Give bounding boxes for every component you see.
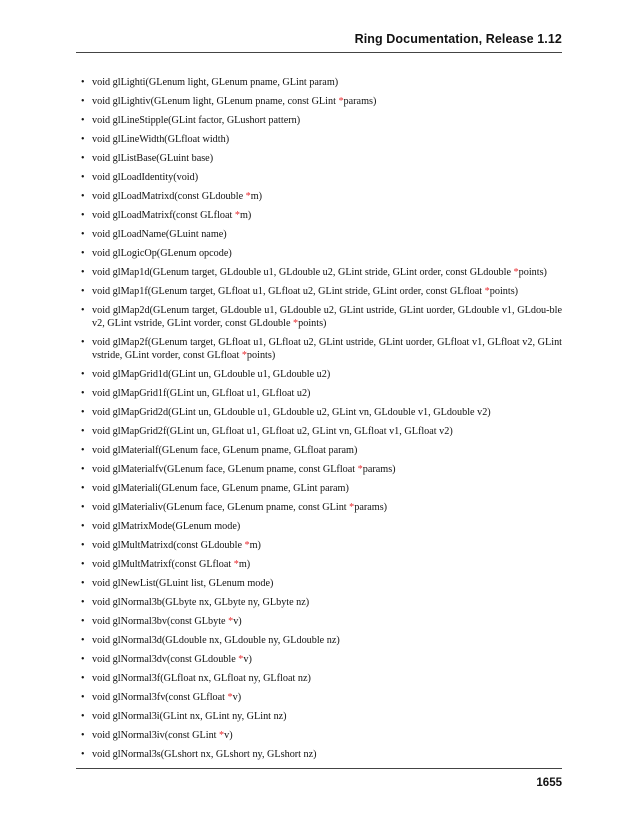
bullet-icon: •: [81, 521, 85, 532]
bullet-icon: •: [81, 654, 85, 665]
function-list-item: [81, 482, 562, 495]
function-list-item: [81, 95, 562, 108]
function-signature-tail: m): [239, 210, 252, 221]
function-signature: void glLineWidth(GLfloat width): [92, 134, 230, 145]
function-list-item: [81, 387, 562, 400]
function-list-item: [81, 672, 562, 685]
function-list-item: [81, 304, 562, 330]
function-signature-tail: points): [298, 318, 327, 329]
bullet-icon: •: [81, 248, 85, 259]
function-signature: void glNormal3fv(const GLfloat: [92, 692, 228, 703]
function-list-item: [81, 729, 562, 742]
function-list-item: [81, 152, 562, 165]
function-list-item: [81, 691, 562, 704]
bullet-icon: •: [81, 483, 85, 494]
function-signature: void glMaterialiv(GLenum face, GLenum pname, const GLint: [92, 502, 350, 513]
pointer-asterisk: *: [238, 654, 244, 665]
function-list-item: [81, 336, 562, 362]
footer-divider: [76, 768, 562, 769]
function-signature: void glMapGrid1f(GLint un, GLfloat u1, GLfloat u2): [92, 388, 311, 399]
function-signature: void glNormal3bv(const GLbyte: [92, 616, 229, 627]
pointer-asterisk: *: [241, 350, 247, 361]
bullet-icon: •: [81, 616, 85, 627]
pointer-asterisk: *: [228, 616, 234, 627]
pointer-asterisk: *: [293, 318, 299, 329]
function-signature-tail: m): [238, 559, 251, 570]
pointer-asterisk: *: [513, 267, 519, 278]
bullet-icon: •: [81, 445, 85, 456]
bullet-icon: •: [81, 337, 85, 348]
function-list-item: [81, 634, 562, 647]
function-signature: void glMap2d(GLenum target, GLdouble u1, GLdouble u2, GLint ustride, GLint uorder, GLdouble v1, GLdou-ble v2, GLint vstride, GLint vorder, const GLdouble: [92, 305, 562, 329]
function-signature: void glNormal3s(GLshort nx, GLshort ny, GLshort nz): [92, 749, 317, 760]
function-signature-tail: m): [249, 540, 261, 551]
bullet-icon: •: [81, 426, 85, 437]
bullet-icon: •: [81, 464, 85, 475]
bullet-icon: •: [81, 749, 85, 760]
function-signature: void glMap1d(GLenum target, GLdouble u1, GLdouble u2, GLint stride, GLint order, const GLdouble: [92, 267, 514, 278]
function-signature: void glLoadIdentity(void): [92, 172, 199, 183]
function-signature: void glMap1f(GLenum target, GLfloat u1, GLfloat u2, GLint stride, GLint order, const GLfloat: [92, 286, 485, 297]
function-signature: void glNormal3d(GLdouble nx, GLdouble ny, GLdouble nz): [92, 635, 340, 646]
function-signature-tail: params): [362, 464, 396, 475]
pointer-asterisk: *: [227, 692, 233, 703]
function-signature: void glMapGrid2f(GLint un, GLfloat u1, GLfloat u2, GLint vn, GLfloat v1, GLfloat v2): [92, 426, 453, 437]
bullet-icon: •: [81, 229, 85, 240]
bullet-icon: •: [81, 191, 85, 202]
function-signature: void glNormal3b(GLbyte nx, GLbyte ny, GLbyte nz): [92, 597, 310, 608]
bullet-icon: •: [81, 673, 85, 684]
function-signature: void glMateriali(GLenum face, GLenum pname, GLint param): [92, 483, 349, 494]
function-list-item: [81, 209, 562, 222]
function-signature-tail: points): [518, 267, 547, 278]
function-signature: void glNormal3dv(const GLdouble: [92, 654, 239, 665]
function-list-item: [81, 425, 562, 438]
function-list-item: [81, 368, 562, 381]
function-signature: void glMapGrid2d(GLint un, GLdouble u1, GLdouble u2, GLint vn, GLdouble v1, GLdouble v2): [92, 407, 491, 418]
function-signature-tail: points): [246, 350, 276, 361]
function-signature-tail: points): [489, 286, 519, 297]
function-signature-tail: v): [243, 654, 252, 665]
page-number: 1655: [536, 777, 562, 789]
function-signature: void glLoadMatrixd(const GLdouble: [92, 191, 246, 202]
bullet-icon: •: [81, 692, 85, 703]
pointer-asterisk: *: [349, 502, 355, 513]
function-list-item: [81, 76, 562, 89]
function-list-item: [81, 577, 562, 590]
bullet-icon: •: [81, 134, 85, 145]
function-signature-tail: v): [224, 730, 233, 741]
function-signature: void glMap2f(GLenum target, GLfloat u1, GLfloat u2, GLint ustride, GLint uorder, GLfloat v1, GLfloat v2, GLint vstride, GLint vorder, const GLfloat: [92, 337, 562, 361]
function-signature: void glNormal3f(GLfloat nx, GLfloat ny, GLfloat nz): [92, 673, 311, 684]
bullet-icon: •: [81, 540, 85, 551]
bullet-icon: •: [81, 730, 85, 741]
function-list-item: [81, 228, 562, 241]
function-list-item: [81, 114, 562, 127]
pointer-asterisk: *: [234, 210, 240, 221]
bullet-icon: •: [81, 96, 85, 107]
function-signature: void glLighti(GLenum light, GLenum pname, GLint param): [92, 77, 339, 88]
function-signature: void glListBase(GLuint base): [92, 153, 214, 164]
pointer-asterisk: *: [357, 464, 363, 475]
bullet-icon: •: [81, 77, 85, 88]
function-signature: void glMatrixMode(GLenum mode): [92, 521, 241, 532]
bullet-icon: •: [81, 635, 85, 646]
bullet-icon: •: [81, 305, 85, 316]
function-list-item: [81, 501, 562, 514]
function-list-item: [81, 463, 562, 476]
function-signature: void glMapGrid1d(GLint un, GLdouble u1, GLdouble u2): [92, 369, 331, 380]
function-list-item: [81, 710, 562, 723]
page-header-title: Ring Documentation, Release 1.12: [354, 32, 562, 46]
function-list-item: [81, 171, 562, 184]
bullet-icon: •: [81, 388, 85, 399]
function-list-item: [81, 285, 562, 298]
function-signature: void glLightiv(GLenum light, GLenum pname, const GLint: [92, 96, 339, 107]
function-list-item: [81, 558, 562, 571]
function-signature-tail: v): [232, 692, 242, 703]
bullet-icon: •: [81, 153, 85, 164]
function-signature: void glMultMatrixf(const GLfloat: [92, 559, 234, 570]
bullet-icon: •: [81, 210, 85, 221]
function-list-item: [81, 444, 562, 457]
function-list-item: [81, 133, 562, 146]
bullet-icon: •: [81, 502, 85, 513]
function-list-item: [81, 615, 562, 628]
pointer-asterisk: *: [484, 286, 490, 297]
function-signature-tail: m): [250, 191, 263, 202]
pointer-asterisk: *: [338, 96, 344, 107]
bullet-icon: •: [81, 267, 85, 278]
function-signature: void glLogicOp(GLenum opcode): [92, 248, 232, 259]
function-list-item: [81, 266, 562, 279]
function-signature-tail: v): [233, 616, 242, 627]
bullet-icon: •: [81, 286, 85, 297]
bullet-icon: •: [81, 407, 85, 418]
pointer-asterisk: *: [244, 540, 250, 551]
function-signature: void glMaterialfv(GLenum face, GLenum pname, const GLfloat: [92, 464, 358, 475]
pointer-asterisk: *: [219, 730, 225, 741]
bullet-icon: •: [81, 369, 85, 380]
function-signature: void glNormal3iv(const GLint: [92, 730, 220, 741]
function-list-item: [81, 539, 562, 552]
bullet-icon: •: [81, 115, 85, 126]
function-signature: void glMaterialf(GLenum face, GLenum pname, GLfloat param): [92, 445, 358, 456]
function-list: [81, 76, 562, 767]
function-signature: void glNewList(GLuint list, GLenum mode): [92, 578, 274, 589]
function-signature: void glLoadMatrixf(const GLfloat: [92, 210, 235, 221]
bullet-icon: •: [81, 172, 85, 183]
function-list-item: [81, 596, 562, 609]
function-list-item: [81, 406, 562, 419]
function-list-item: [81, 247, 562, 260]
bullet-icon: •: [81, 578, 85, 589]
function-list-item: [81, 190, 562, 203]
function-list-item: [81, 653, 562, 666]
bullet-icon: •: [81, 559, 85, 570]
function-signature: void glMultMatrixd(const GLdouble: [92, 540, 245, 551]
function-signature: void glLineStipple(GLint factor, GLushort pattern): [92, 115, 301, 126]
function-signature-tail: params): [343, 96, 377, 107]
pointer-asterisk: *: [233, 559, 239, 570]
function-signature: void glNormal3i(GLint nx, GLint ny, GLint nz): [92, 711, 287, 722]
bullet-icon: •: [81, 597, 85, 608]
bullet-icon: •: [81, 711, 85, 722]
function-list-item: [81, 520, 562, 533]
pointer-asterisk: *: [245, 191, 251, 202]
function-signature-tail: params): [354, 502, 388, 513]
function-list-item: [81, 748, 562, 761]
function-signature: void glLoadName(GLuint name): [92, 229, 227, 240]
header-divider: [76, 52, 562, 53]
